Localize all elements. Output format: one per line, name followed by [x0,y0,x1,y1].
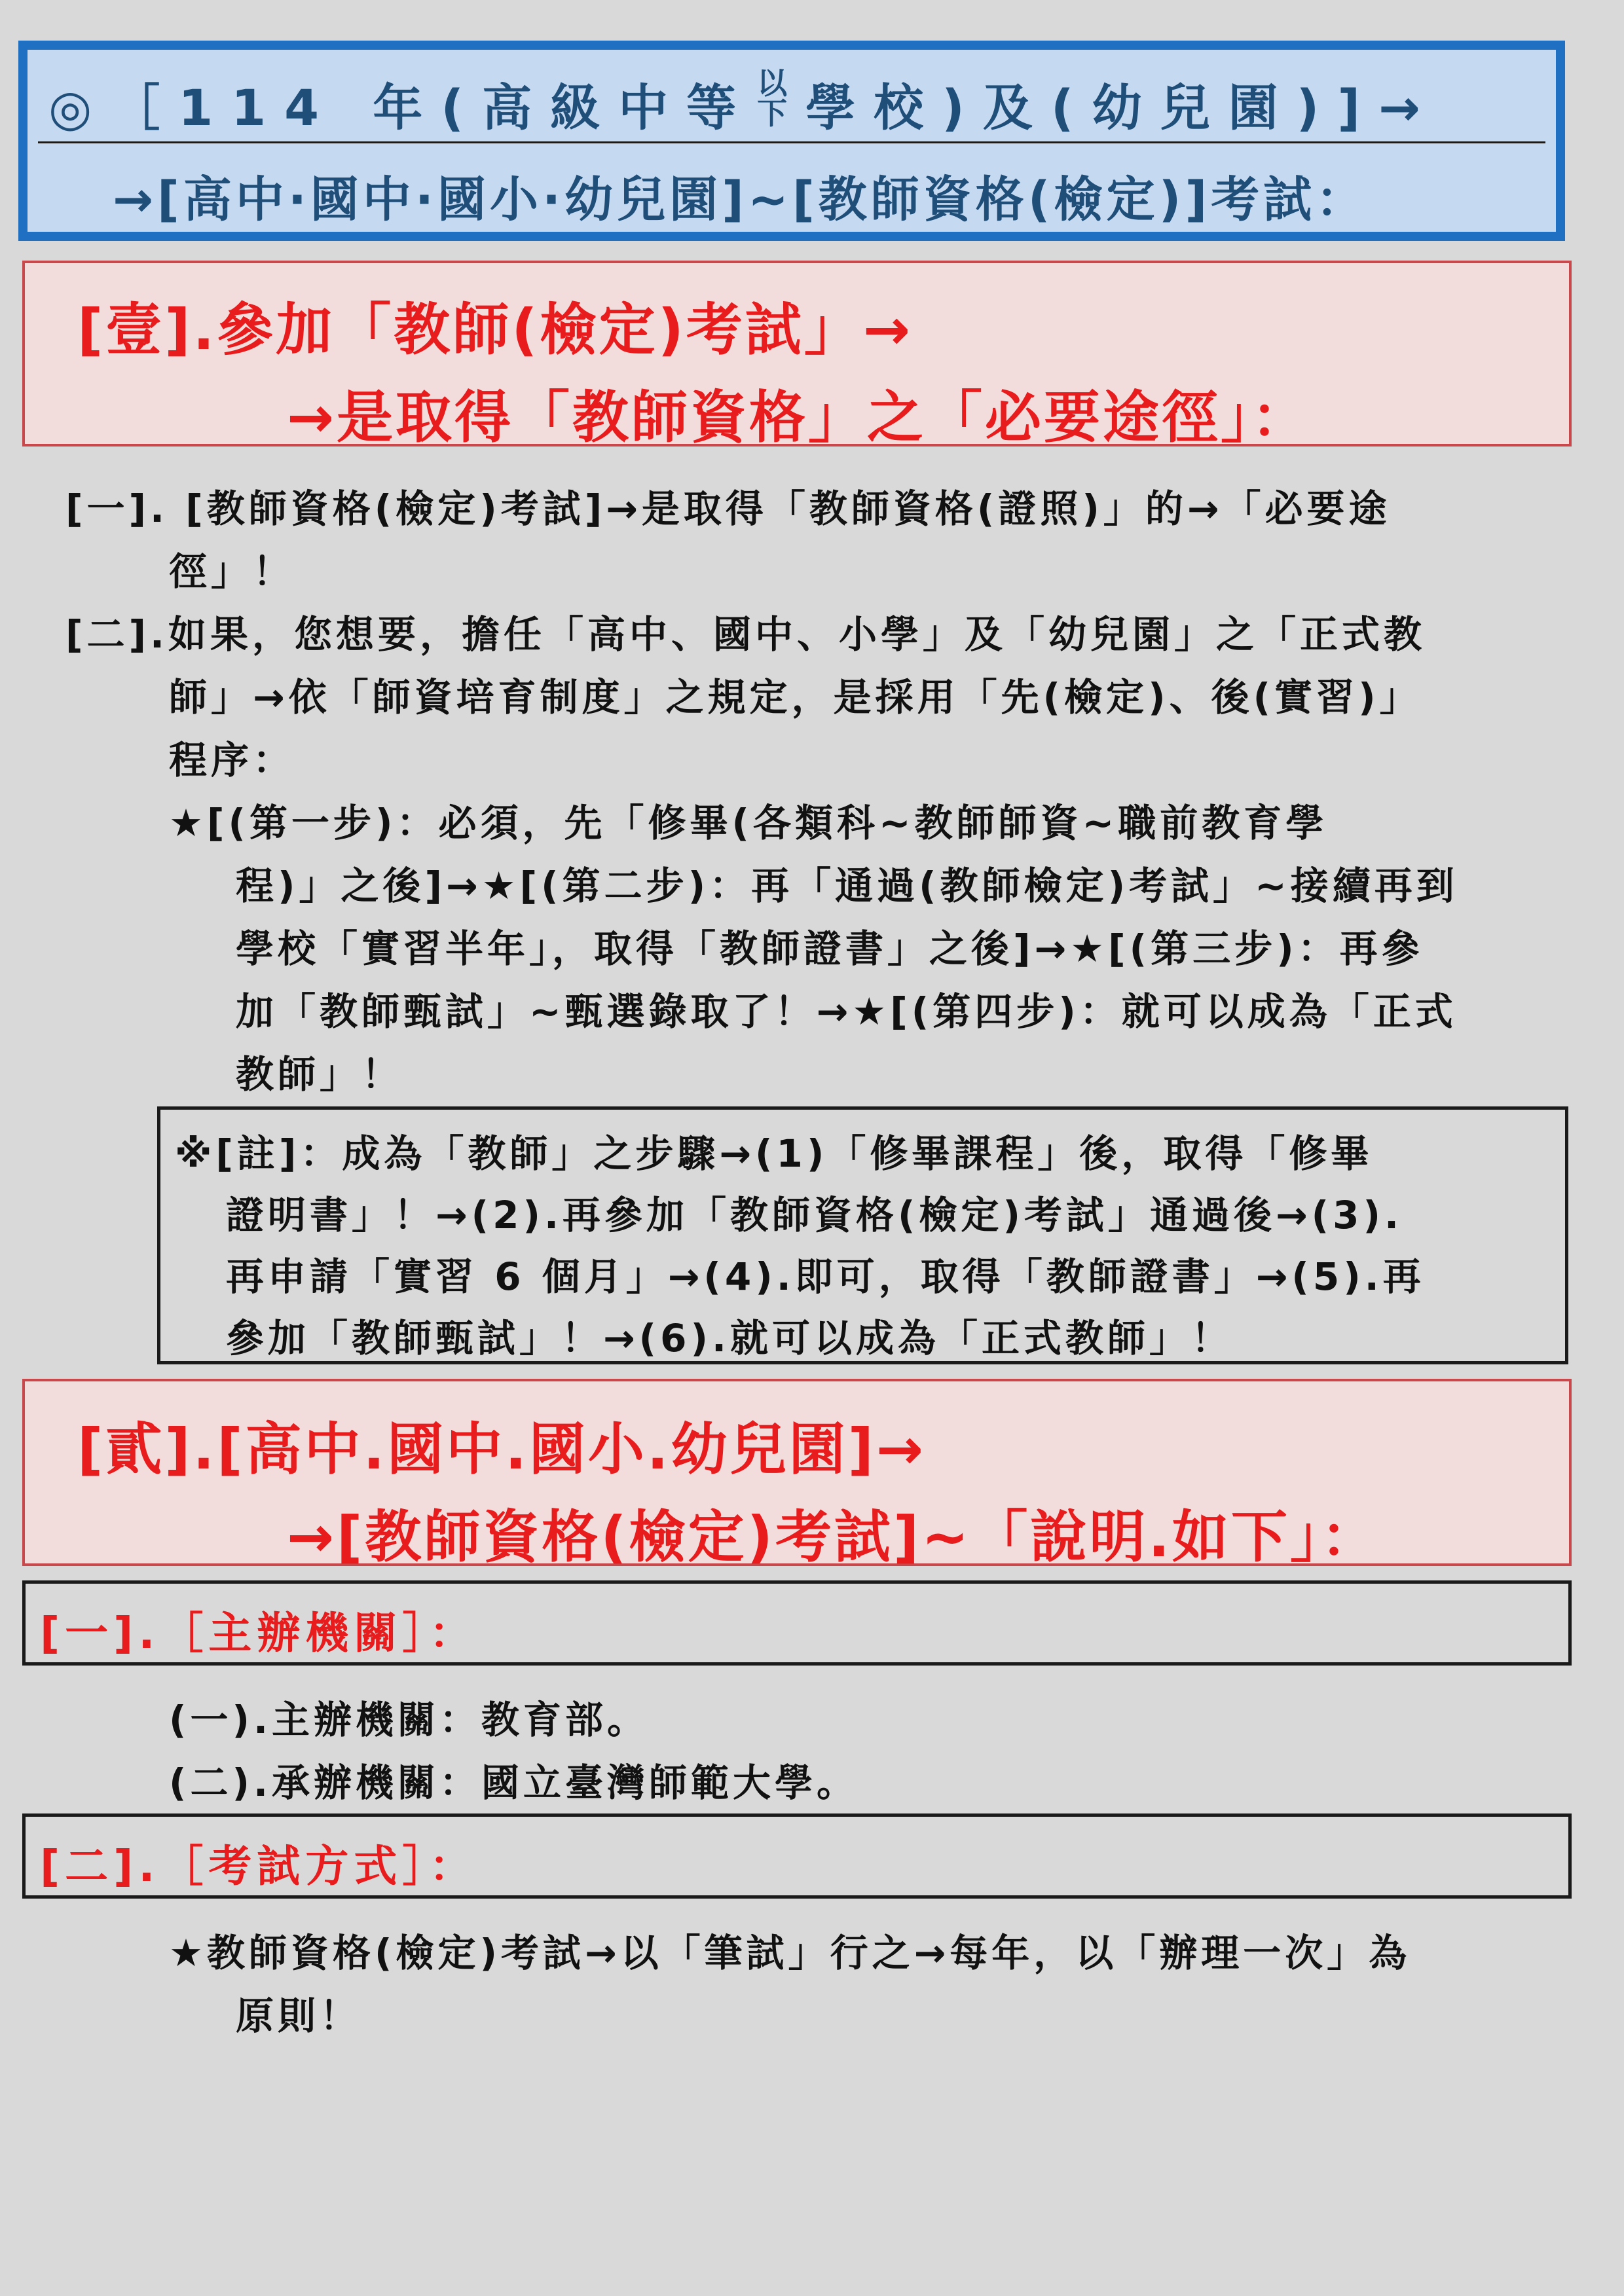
steps-line-1: ★[(第一步)：必須，先「修畢(各類科~教師師資~職前教育學 [169,801,1328,845]
item-2-line-1: [二].如果，您想要，擔任「高中、國中、小學」及「幼兒園」之「正式教 [65,612,1426,657]
sub-2-line-2: 原則！ [236,1994,362,2038]
item-2-line-3: 程序： [169,738,295,782]
sub-2-heading-box [22,1813,1572,1899]
title-divider [38,141,1545,143]
section-1-heading-line-2: →是取得「教師資格」之「必要途徑」： [287,385,1311,450]
item-1-line-2: 徑」！ [169,549,295,594]
note-box [157,1106,1568,1364]
sub-1-line-2: (二).承辦機關：國立臺灣師範大學。 [169,1760,859,1805]
sub-1-heading-box [22,1580,1572,1666]
note-line-4: 參加「教師甄試」！→(6).就可以成為「正式教師」！ [226,1316,1234,1360]
item-1-line-1: [一]. [教師資格(檢定)考試]→是取得「教師資格(證照)」的→「必要途 [65,486,1391,531]
note-line-2: 證明書」！→(2).再參加「教師資格(檢定)考試」通過後→(3). [226,1193,1403,1237]
steps-line-2: 程)」之後]→★[(第二步)：再「通過(教師檢定)考試」~接續再到 [236,864,1458,908]
title-line-2: →[高中·國中·國小·幼兒園]~[教師資格(檢定)]考試： [113,172,1369,228]
steps-line-3: 學校「實習半年」，取得「教師證書」之後]→★[(第三步)：再參 [236,926,1424,971]
sub-1-heading: [一].［主辦機關］： [40,1608,478,1658]
item-2-line-2: 師」→依「師資培育制度」之規定，是採用「先(檢定)、後(實習)」 [169,675,1422,720]
note-line-3: 再申請「實習 6 個月」→(4).即可，取得「教師證書」→(5).再 [226,1254,1425,1299]
steps-line-5: 教師」！ [236,1052,404,1097]
sub-2-heading: [二].［考試方式］： [40,1841,478,1891]
title-superscript: 以 下 [757,65,788,131]
title-banner [18,41,1565,241]
section-2-heading-line-2: →[教師資格(檢定)考試]~「說明.如下」： [287,1504,1380,1570]
sub-1-line-1: (一).主辦機關：教育部。 [169,1698,650,1742]
section-1-heading-box [22,261,1572,450]
title-line-1: ◎［114 年(高級中等以 下 學校)及(幼兒園)]→ [48,65,1439,137]
note-line-1: ※[註]：成為「教師」之步驟→(1)「修畢課程」後，取得「修畢 [175,1131,1373,1176]
section-2-heading-box [22,1379,1572,1570]
sub-2-line-1: ★教師資格(檢定)考試→以「筆試」行之→每年，以「辦理一次」為 [169,1931,1411,1975]
section-1-heading-line-1: [壹].參加「教師(檢定)考試」→ [77,297,913,363]
section-2-heading-line-1: [貳].[高中.國中.國小.幼兒園]→ [77,1417,926,1482]
steps-line-4: 加「教師甄試」~甄選錄取了！→★[(第四步)：就可以成為「正式 [236,989,1457,1034]
